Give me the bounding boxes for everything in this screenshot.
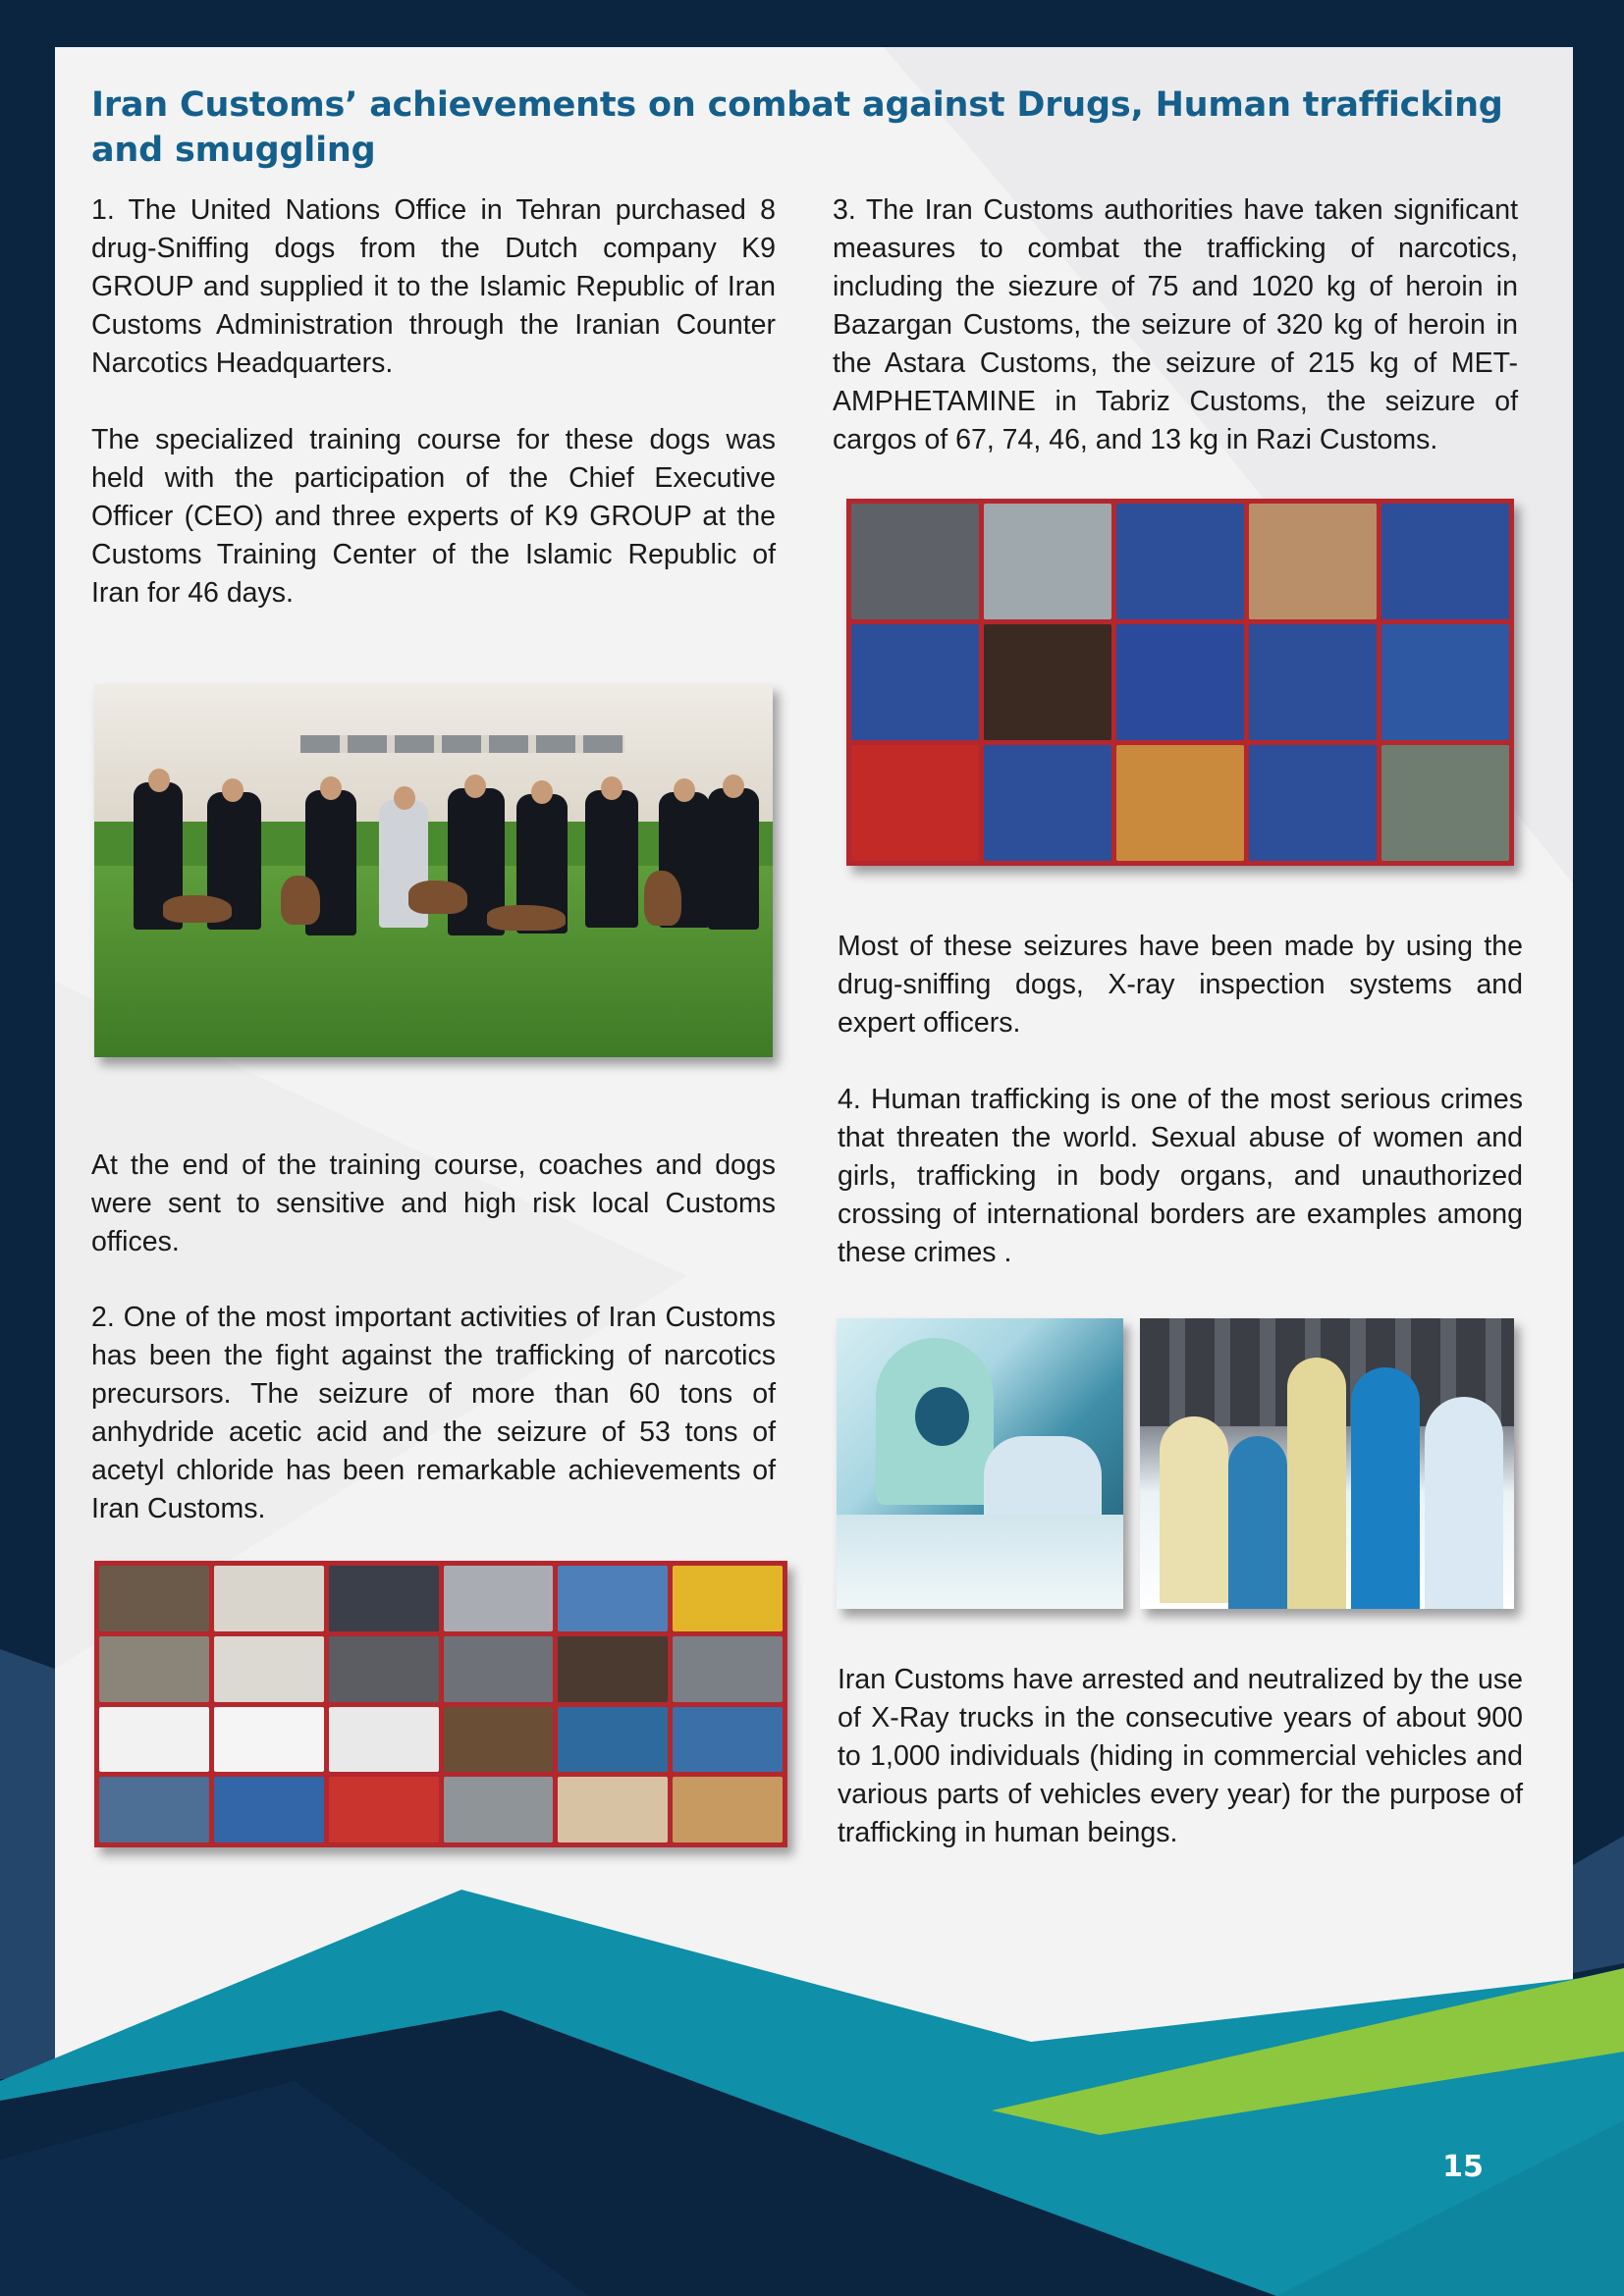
page-title: Iran Customs’ achievements on combat against Drugs, Human trafficking and smuggling [91, 85, 1503, 170]
paragraph-precursors: 2. One of the most important activities of Iran Customs has been the fight against the trafficking of narcotics precursors. The seizure of more than 60 tons of anhydride acetic acid and the seizure of 53 tons of acetyl chloride has been remarkable achievements of Iran Customs. [91, 1302, 776, 1524]
narcotics-seizure-collage [846, 499, 1514, 866]
paragraph-dogs-purchase: 1. The United Nations Office in Tehran purchased 8 drug-Sniffing dogs from the Dutch company K9 GROUP and supplied it to the Islamic Republic of Iran Customs Administration through the Iranian Counter Narcotics Headquarters. [91, 194, 776, 379]
paragraph-narcotics-seizures: 3. The Iran Customs authorities have taken significant measures to combat the trafficking of narcotics, including the siezure of 75 and 1020 kg of heroin in Bazargan Customs, the seizure of 320 kg of heroin in the Astara Customs, the seizure of 215 kg of MET-AMPHETAMINE in Tabriz Customs, the seizure of cargos of 67, 74, 46, and 13 kg in Razi Customs. [833, 194, 1518, 455]
xray-image-right [1140, 1318, 1514, 1609]
precursor-seizure-collage [94, 1561, 787, 1847]
paragraph-training-end: At the end of the training course, coaches and dogs were sent to sensitive and high risk local Customs offices. [91, 1149, 776, 1257]
page-number: 15 [1442, 2150, 1484, 2184]
paragraph-seizure-methods: Most of these seizures have been made by using the drug-sniffing dogs, X-ray inspection systems and expert officers. [838, 931, 1523, 1039]
paragraph-training-course: The specialized training course for these dogs was held with the participation of the Chief Executive Officer (CEO) and three experts of K9 GROUP at the Customs Training Center of the Islamic Republic of Iran for 46 days. [91, 424, 776, 609]
dog-team-photo [94, 684, 773, 1057]
paragraph-xray-arrests: Iran Customs have arrested and neutralized by the use of X-Ray trucks in the consecutive years of about 900 to 1,000 individuals (hiding in commercial vehicles and various parts of vehicles every year) for the purpose of trafficking in human beings. [838, 1664, 1523, 1848]
xray-image-left [837, 1318, 1123, 1609]
paragraph-human-trafficking: 4. Human trafficking is one of the most serious crimes that threaten the world. Sexual abuse of women and girls, trafficking in body organs, and unauthorized crossing of international borders are examples among these crimes . [838, 1084, 1523, 1268]
